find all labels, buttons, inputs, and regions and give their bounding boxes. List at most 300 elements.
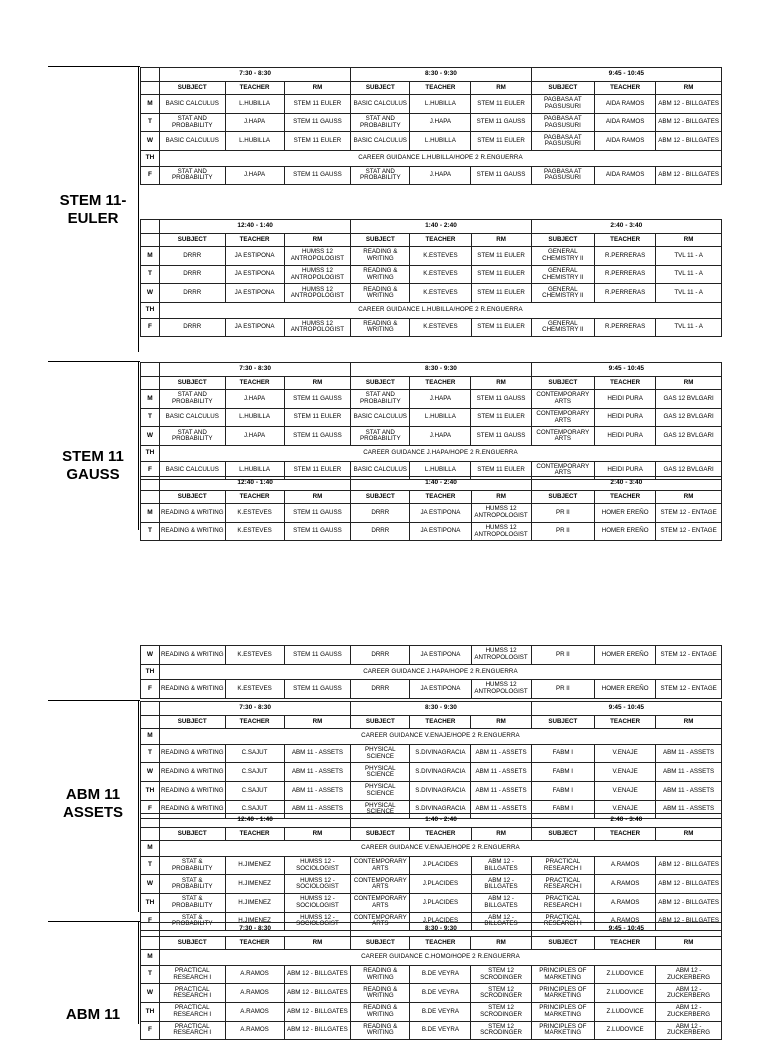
schedule-cell: GENERAL CHEMISTRY II — [531, 265, 594, 284]
schedule-cell: BASIC CALCULUS — [159, 461, 225, 480]
column-header: SUBJECT — [351, 827, 410, 841]
schedule-cell: CONTEMPORARY ARTS — [351, 875, 410, 894]
schedule-cell: FABM I — [531, 744, 594, 763]
column-header: RM — [471, 376, 531, 390]
schedule-cell: ABM 12 - BILLGATES — [656, 893, 722, 912]
day-cell: TH — [141, 664, 160, 680]
column-header: TEACHER — [225, 376, 284, 390]
schedule-cell: HUMSS 12 ANTROPOLOGIST — [471, 522, 531, 541]
column-header: TEACHER — [225, 233, 284, 247]
schedule-cell: AIDA RAMOS — [595, 95, 656, 114]
column-header: TEACHER — [410, 827, 471, 841]
schedule-cell: GENERAL CHEMISTRY II — [531, 318, 594, 337]
schedule-cell: DRRR — [159, 265, 225, 284]
schedule-cell: BASIC CALCULUS — [351, 95, 410, 114]
schedule-cell: S.DIVINAGRACIA — [410, 781, 471, 800]
column-header: RM — [471, 827, 531, 841]
schedule-cell: HOMER EREÑO — [595, 504, 656, 523]
schedule-cell: L.HUBILLA — [410, 461, 471, 480]
column-header: TEACHER — [410, 81, 471, 95]
day-cell: T — [141, 265, 160, 284]
time-slot: 1:40 - 2:40 — [351, 814, 531, 828]
schedule-cell: DRRR — [159, 247, 225, 266]
table-row — [141, 522, 722, 541]
schedule-cell: STEM 11 GAUSS — [284, 166, 351, 185]
section-separator — [48, 700, 140, 701]
schedule-cell: PRACTICAL RESEARCH I — [159, 1002, 225, 1021]
schedule-cell: PHYSICAL SCIENCE — [351, 763, 410, 782]
day-cell: W — [141, 427, 160, 446]
schedule-cell: ABM 11 - ASSETS — [284, 800, 351, 819]
column-header: SUBJECT — [351, 715, 410, 729]
table-row — [141, 265, 722, 284]
column-header: RM — [656, 81, 722, 95]
table-row — [141, 875, 722, 894]
schedule-cell: DRRR — [159, 284, 225, 303]
corner-cell — [141, 936, 160, 950]
column-header: RM — [656, 936, 722, 950]
schedule-cell: READING & WRITING — [351, 284, 410, 303]
table-row — [141, 445, 722, 461]
schedule-cell: TVL 11 - A — [656, 247, 722, 266]
section-separator — [48, 921, 140, 922]
schedule-cell: J.HAPA — [225, 166, 284, 185]
schedule-cell: STEM 11 EULER — [471, 95, 531, 114]
schedule-cell: HOMER EREÑO — [595, 646, 656, 665]
time-slot: 1:40 - 2:40 — [351, 477, 531, 491]
schedule-cell: FABM I — [531, 781, 594, 800]
column-header: SUBJECT — [159, 81, 225, 95]
schedule-cell: S.DIVINAGRACIA — [410, 763, 471, 782]
column-header: SUBJECT — [159, 490, 225, 504]
schedule-cell: ABM 11 - ASSETS — [656, 744, 722, 763]
schedule-cell: STEM 11 GAUSS — [471, 427, 531, 446]
schedule-cell: R.PERRERAS — [595, 284, 656, 303]
column-header: TEACHER — [225, 490, 284, 504]
schedule-cell: STEM 12 SCRODINGER — [471, 1002, 531, 1021]
column-header: RM — [471, 490, 531, 504]
column-header: RM — [284, 490, 351, 504]
day-cell: T — [141, 856, 160, 875]
column-header: SUBJECT — [531, 81, 594, 95]
schedule-cell: CONTEMPORARY ARTS — [531, 427, 594, 446]
schedule-cell: ABM 12 -ZUCKERBERG — [656, 965, 722, 984]
schedule-cell: J.PLACIDES — [410, 875, 471, 894]
table-row — [141, 150, 722, 166]
column-header: RM — [656, 715, 722, 729]
schedule-cell: K.ESTEVES — [410, 247, 471, 266]
schedule-cell: ABM 12 - BILLGATES — [656, 912, 722, 931]
schedule-cell: STEM 11 GAUSS — [284, 680, 351, 699]
table-row — [141, 1002, 722, 1021]
time-slot: 9:45 - 10:45 — [531, 702, 721, 716]
schedule-cell: READING & WRITING — [351, 318, 410, 337]
schedule-cell: READING & WRITING — [351, 1021, 410, 1040]
schedule-cell: H.JIMENEZ — [225, 912, 284, 931]
schedule-cell: PHYSICAL SCIENCE — [351, 800, 410, 819]
table-row — [141, 247, 722, 266]
day-cell: TH — [141, 302, 160, 318]
table-row — [141, 132, 722, 151]
schedule-cell: A.RAMOS — [595, 912, 656, 931]
schedule-cell: GENERAL CHEMISTRY II — [531, 247, 594, 266]
schedule-cell: HEIDI PURA — [595, 427, 656, 446]
schedule-cell: B.DE VEYRA — [410, 1021, 471, 1040]
schedule-cell: AIDA RAMOS — [595, 113, 656, 132]
schedule-cell: STAT AND PROBABILITY — [159, 166, 225, 185]
schedule-cell: STEM 11 EULER — [471, 318, 531, 337]
schedule-cell: J.PLACIDES — [410, 856, 471, 875]
day-cell: T — [141, 408, 160, 427]
schedule-cell: HOMER EREÑO — [595, 522, 656, 541]
schedule-cell: HUMSS 12 ANTROPOLOGIST — [284, 247, 351, 266]
schedule-table — [140, 645, 722, 699]
schedule-cell: STAT AND PROBABILITY — [159, 390, 225, 409]
schedule-cell: STAT AND PROBABILITY — [159, 427, 225, 446]
schedule-cell: A.RAMOS — [225, 1002, 284, 1021]
merged-cell: CAREER GUIDANCE J.HAPA/HOPE 2 R.ENGUERRA — [159, 445, 721, 461]
schedule-cell: STEM 11 EULER — [471, 265, 531, 284]
schedule-cell: AIDA RAMOS — [595, 166, 656, 185]
schedule-cell: ABM 11 - ASSETS — [656, 763, 722, 782]
section-separator — [48, 361, 140, 362]
day-cell: F — [141, 912, 160, 931]
day-cell: TH — [141, 781, 160, 800]
section-label: STEM 11 GAUSS — [62, 448, 124, 483]
column-header-row — [141, 490, 722, 504]
schedule-cell: ABM 11 - ASSETS — [471, 744, 531, 763]
column-header: RM — [284, 936, 351, 950]
schedule-cell: J.HAPA — [410, 390, 471, 409]
column-header: RM — [656, 376, 722, 390]
corner-cell — [141, 220, 160, 234]
column-header: SUBJECT — [159, 936, 225, 950]
column-header: TEACHER — [225, 936, 284, 950]
corner-cell — [141, 702, 160, 716]
section-divider-line — [138, 921, 139, 1024]
schedule-cell: STEM 11 EULER — [471, 132, 531, 151]
schedule-cell: STAT & PROBABILITY — [159, 856, 225, 875]
schedule-table — [140, 67, 722, 185]
day-cell: M — [141, 390, 160, 409]
schedule-cell: ABM 11 - ASSETS — [656, 781, 722, 800]
schedule-cell: READING & WRITING — [351, 247, 410, 266]
day-cell: W — [141, 284, 160, 303]
schedule-cell: ABM 12 - BILLGATES — [656, 875, 722, 894]
schedule-table — [140, 219, 722, 337]
schedule-cell: ABM 12 -ZUCKERBERG — [656, 1002, 722, 1021]
time-slot: 1:40 - 2:40 — [351, 220, 531, 234]
schedule-cell: ABM 12 - BILLGATES — [284, 984, 351, 1003]
schedule-cell: L.HUBILLA — [410, 408, 471, 427]
schedule-cell: PR II — [531, 680, 594, 699]
day-cell: TH — [141, 893, 160, 912]
column-header: SUBJECT — [531, 233, 594, 247]
table-row — [141, 965, 722, 984]
schedule-cell: K.ESTEVES — [225, 504, 284, 523]
column-header: SUBJECT — [351, 936, 410, 950]
schedule-cell: PAGBASA AT PAGSUSURI — [531, 113, 594, 132]
column-header: RM — [656, 827, 722, 841]
schedule-cell: STAT & PROBABILITY — [159, 875, 225, 894]
column-header: SUBJECT — [531, 715, 594, 729]
section-label: STEM 11- EULER — [59, 192, 127, 227]
schedule-cell: PAGBASA AT PAGSUSURI — [531, 95, 594, 114]
schedule-cell: A.RAMOS — [595, 893, 656, 912]
time-slot: 7:30 - 8:30 — [159, 363, 350, 377]
merged-cell: CAREER GUIDANCE V.ENAJE/HOPE 2 R.ENGUERRA — [159, 841, 721, 857]
schedule-cell: HUMSS 12 ANTROPOLOGIST — [284, 265, 351, 284]
schedule-cell: PRINCIPLES OF MARKETING — [531, 1021, 594, 1040]
schedule-cell: READING & WRITING — [351, 1002, 410, 1021]
day-cell: F — [141, 166, 160, 185]
column-header: SUBJECT — [159, 715, 225, 729]
schedule-table — [140, 922, 722, 1040]
schedule-cell: JA ESTIPONA — [225, 318, 284, 337]
schedule-cell: S.DIVINAGRACIA — [410, 800, 471, 819]
merged-cell: CAREER GUIDANCE L.HUBILLA/HOPE 2 R.ENGUERRA — [159, 150, 721, 166]
time-slot-row — [141, 220, 722, 234]
schedule-cell: L.HUBILLA — [410, 95, 471, 114]
schedule-cell: STEM 11 GAUSS — [471, 166, 531, 185]
corner-cell — [141, 490, 160, 504]
day-cell: M — [141, 950, 160, 966]
schedule-cell: C.SAJUT — [225, 744, 284, 763]
schedule-cell: ABM 12 -ZUCKERBERG — [656, 984, 722, 1003]
table-row — [141, 504, 722, 523]
time-slot-row — [141, 814, 722, 828]
day-cell: F — [141, 680, 160, 699]
schedule-cell: BASIC CALCULUS — [351, 408, 410, 427]
schedule-cell: STEM 12 SCRODINGER — [471, 1021, 531, 1040]
schedule-cell: J.HAPA — [410, 427, 471, 446]
schedule-cell: L.HUBILLA — [225, 461, 284, 480]
column-header: RM — [284, 233, 351, 247]
schedule-cell: ABM 11 - ASSETS — [284, 781, 351, 800]
corner-cell — [141, 376, 160, 390]
time-slot: 7:30 - 8:30 — [159, 68, 350, 82]
time-slot: 7:30 - 8:30 — [159, 702, 350, 716]
corner-cell — [141, 81, 160, 95]
schedule-cell: B.DE VEYRA — [410, 965, 471, 984]
schedule-cell: BASIC CALCULUS — [159, 95, 225, 114]
schedule-cell: READING & WRITING — [351, 984, 410, 1003]
section-divider-line — [138, 700, 139, 912]
schedule-cell: V.ENAJE — [595, 763, 656, 782]
schedule-cell: ABM 12 -ZUCKERBERG — [656, 1021, 722, 1040]
schedule-cell: PRINCIPLES OF MARKETING — [531, 965, 594, 984]
table-row — [141, 390, 722, 409]
schedule-cell: HUMSS 12 ANTROPOLOGIST — [471, 504, 531, 523]
schedule-cell: JA ESTIPONA — [410, 504, 471, 523]
schedule-cell: STEM 12 - ENTAGE — [656, 504, 722, 523]
day-cell: W — [141, 763, 160, 782]
schedule-cell: C.SAJUT — [225, 763, 284, 782]
schedule-cell: READING & WRITING — [159, 680, 225, 699]
schedule-cell: ABM 11 - ASSETS — [471, 800, 531, 819]
column-header: TEACHER — [595, 715, 656, 729]
day-cell: F — [141, 318, 160, 337]
schedule-cell: A.RAMOS — [225, 1021, 284, 1040]
column-header: RM — [471, 81, 531, 95]
table-row — [141, 763, 722, 782]
schedule-cell: CONTEMPORARY ARTS — [351, 912, 410, 931]
schedule-cell: A.RAMOS — [225, 965, 284, 984]
table-row — [141, 318, 722, 337]
schedule-cell: JA ESTIPONA — [225, 247, 284, 266]
time-slot: 8:30 - 9:30 — [351, 702, 531, 716]
column-header: RM — [284, 827, 351, 841]
schedule-cell: ABM 11 - ASSETS — [284, 744, 351, 763]
schedule-cell: A.RAMOS — [595, 875, 656, 894]
merged-cell: CAREER GUIDANCE L.HUBILLA/HOPE 2 R.ENGUERRA — [159, 302, 721, 318]
schedule-cell: STEM 11 EULER — [284, 461, 351, 480]
schedule-cell: DRRR — [159, 318, 225, 337]
schedule-cell: V.ENAJE — [595, 800, 656, 819]
schedule-cell: A.RAMOS — [595, 856, 656, 875]
schedule-cell: STAT AND PROBABILITY — [351, 390, 410, 409]
column-header-row — [141, 936, 722, 950]
table-row — [141, 856, 722, 875]
schedule-cell: HUMSS 12 ANTROPOLOGIST — [471, 680, 531, 699]
schedule-cell: ABM 12 - BILLGATES — [656, 166, 722, 185]
schedule-cell: HUMSS 12 ANTROPOLOGIST — [471, 646, 531, 665]
table-row — [141, 427, 722, 446]
schedule-cell: HEIDI PURA — [595, 390, 656, 409]
column-header: TEACHER — [225, 715, 284, 729]
schedule-cell: ABM 12 - BILLGATES — [656, 856, 722, 875]
table-row — [141, 781, 722, 800]
schedule-cell: V.ENAJE — [595, 744, 656, 763]
column-header: TEACHER — [410, 936, 471, 950]
schedule-cell: ABM 12 - BILLGATES — [656, 132, 722, 151]
time-slot: 9:45 - 10:45 — [531, 923, 721, 937]
schedule-cell: HOMER EREÑO — [595, 680, 656, 699]
schedule-cell: STEM 11 EULER — [471, 247, 531, 266]
section-label: ABM 11 — [65, 1006, 121, 1023]
schedule-cell: HUMSS 12 - SOCIOLOGIST — [284, 893, 351, 912]
table-row — [141, 950, 722, 966]
schedule-cell: K.ESTEVES — [410, 284, 471, 303]
day-cell: F — [141, 800, 160, 819]
schedule-cell: PR II — [531, 646, 594, 665]
schedule-cell: ABM 11 - ASSETS — [656, 800, 722, 819]
column-header: TEACHER — [410, 376, 471, 390]
time-slot-row — [141, 477, 722, 491]
table-row — [141, 893, 722, 912]
section-divider-line — [138, 361, 139, 530]
schedule-cell: L.HUBILLA — [410, 132, 471, 151]
schedule-cell: STEM 11 EULER — [284, 408, 351, 427]
day-cell: M — [141, 247, 160, 266]
table-row — [141, 664, 722, 680]
schedule-cell: TVL 11 - A — [656, 265, 722, 284]
time-slot: 9:45 - 10:45 — [531, 68, 721, 82]
schedule-cell: GAS 12 BVLGARI — [656, 408, 722, 427]
schedule-cell: READING & WRITING — [159, 781, 225, 800]
schedule-cell: CONTEMPORARY ARTS — [531, 461, 594, 480]
schedule-table — [140, 813, 722, 931]
schedule-cell: ABM 12 - BILLGATES — [471, 893, 531, 912]
column-header: TEACHER — [595, 490, 656, 504]
schedule-cell: JA ESTIPONA — [410, 646, 471, 665]
schedule-cell: PAGBASA AT PAGSUSURI — [531, 166, 594, 185]
time-slot-row — [141, 923, 722, 937]
schedule-cell: STEM 12 SCRODINGER — [471, 984, 531, 1003]
schedule-cell: K.ESTEVES — [225, 522, 284, 541]
schedule-cell: H.JIMENEZ — [225, 875, 284, 894]
schedule-cell: J.PLACIDES — [410, 912, 471, 931]
schedule-table — [140, 476, 722, 541]
day-cell: T — [141, 965, 160, 984]
schedule-cell: L.HUBILLA — [225, 95, 284, 114]
schedule-cell: ABM 12 - BILLGATES — [471, 875, 531, 894]
corner-cell — [141, 233, 160, 247]
schedule-cell: K.ESTEVES — [410, 265, 471, 284]
schedule-cell: H.JIMENEZ — [225, 856, 284, 875]
schedule-cell: ABM 12 - BILLGATES — [656, 95, 722, 114]
schedule-cell: STEM 12 SCRODINGER — [471, 965, 531, 984]
schedule-cell: READING & WRITING — [159, 763, 225, 782]
day-cell: M — [141, 504, 160, 523]
corner-cell — [141, 814, 160, 828]
schedule-cell: PAGBASA AT PAGSUSURI — [531, 132, 594, 151]
schedule-cell: STAT AND PROBABILITY — [351, 113, 410, 132]
schedule-cell: CONTEMPORARY ARTS — [351, 856, 410, 875]
column-header: SUBJECT — [531, 490, 594, 504]
day-cell: W — [141, 132, 160, 151]
day-cell: M — [141, 841, 160, 857]
schedule-cell: ABM 12 - BILLGATES — [284, 965, 351, 984]
schedule-cell: Z.LUDOVICE — [595, 1021, 656, 1040]
schedule-cell: J.HAPA — [225, 390, 284, 409]
column-header: TEACHER — [225, 81, 284, 95]
schedule-cell: READING & WRITING — [351, 965, 410, 984]
schedule-cell: PHYSICAL SCIENCE — [351, 744, 410, 763]
column-header: RM — [284, 376, 351, 390]
schedule-cell: R.PERRERAS — [595, 247, 656, 266]
day-cell: TH — [141, 1002, 160, 1021]
corner-cell — [141, 363, 160, 377]
schedule-cell: ABM 11 - ASSETS — [471, 781, 531, 800]
time-slot: 2:40 - 3:40 — [531, 220, 721, 234]
column-header-row — [141, 827, 722, 841]
column-header: SUBJECT — [351, 233, 410, 247]
column-header: TEACHER — [410, 715, 471, 729]
table-row — [141, 408, 722, 427]
schedule-table — [140, 362, 722, 480]
schedule-cell: TVL 11 - A — [656, 318, 722, 337]
schedule-cell: READING & WRITING — [159, 646, 225, 665]
schedule-cell: PRINCIPLES OF MARKETING — [531, 1002, 594, 1021]
schedule-cell: GAS 12 BVLGARI — [656, 427, 722, 446]
schedule-cell: V.ENAJE — [595, 781, 656, 800]
schedule-cell: GAS 12 BVLGARI — [656, 461, 722, 480]
time-slot: 9:45 - 10:45 — [531, 363, 721, 377]
column-header: SUBJECT — [351, 490, 410, 504]
schedule-cell: STEM 11 GAUSS — [284, 427, 351, 446]
schedule-cell: PRACTICAL RESEARCH I — [531, 912, 594, 931]
schedule-cell: FABM I — [531, 763, 594, 782]
schedule-cell: HUMSS 12 - SOCIOLOGIST — [284, 856, 351, 875]
schedule-cell: ABM 11 - ASSETS — [471, 763, 531, 782]
corner-cell — [141, 68, 160, 82]
schedule-cell: PRACTICAL RESEARCH I — [159, 1021, 225, 1040]
schedule-cell: HUMSS 12 ANTROPOLOGIST — [284, 318, 351, 337]
column-header: TEACHER — [595, 936, 656, 950]
schedule-cell: L.HUBILLA — [225, 132, 284, 151]
schedule-cell: DRRR — [351, 646, 410, 665]
